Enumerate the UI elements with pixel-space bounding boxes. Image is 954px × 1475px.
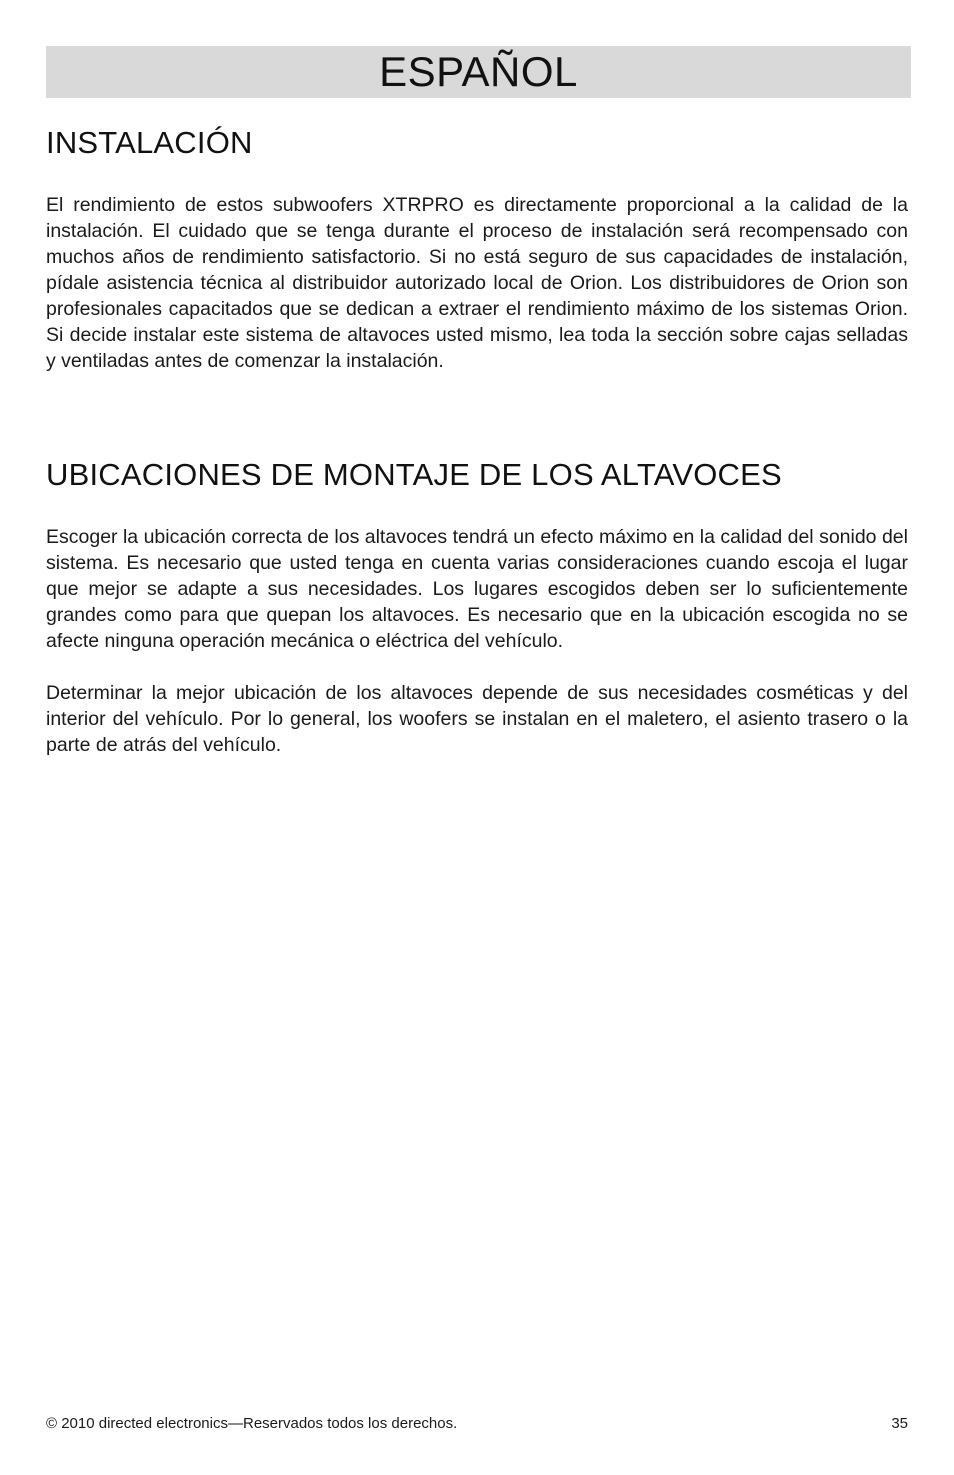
section-title-instalacion: INSTALACIÓN bbox=[46, 125, 253, 160]
copyright-text: © 2010 directed electronics—Reservados todos los derechos. bbox=[46, 1415, 458, 1432]
page-footer bbox=[46, 1413, 908, 1435]
section-instalacion bbox=[46, 124, 908, 374]
page-number: 35 bbox=[891, 1415, 908, 1432]
section-ubicaciones bbox=[46, 456, 908, 758]
language-banner: ESPAÑOL bbox=[46, 46, 911, 98]
ubicaciones-paragraph-2: Determinar la mejor ubicación de los altavoces depende de sus necesidades cosméticas y del interior del vehículo. Por lo general, los woofers se instalan en el maletero, el asiento trasero o la parte de atrás del vehículo. bbox=[46, 682, 908, 756]
instalacion-paragraph: El rendimiento de estos subwoofers XTRPRO es directamente proporcional a la calidad de la instalación. El cuidado que se tenga durante el proceso de instalación será recompensado con muchos años de rendimiento satisfactorio. Si no está seguro de sus capacidades de instalación, pídale asistencia técnica al distribuidor autorizado local de Orion. Los distribuidores de Orion son profesionales capacitados que se dedican a extraer el rendimiento máximo de los sistemas Orion. Si decide instalar este sistema de altavoces usted mismo, lea toda la sección sobre cajas selladas y ventiladas antes de comenzar la instalación. bbox=[46, 194, 908, 372]
ubicaciones-paragraph-1: Escoger la ubicación correcta de los altavoces tendrá un efecto máximo en la calidad del sonido del sistema. Es necesario que usted tenga en cuenta varias consideraciones cuando escoja el lugar que mejor se adapte a sus necesidades. Los lugares escogidos deben ser lo suficientemente grandes como para que quepan los altavoces. Es necesario que en la ubicación escogida no se afecte ninguna operación mecánica o eléctrica del vehículo. bbox=[46, 526, 908, 652]
section-title-ubicaciones: UBICACIONES DE MONTAJE DE LOS ALTAVOCES bbox=[46, 457, 782, 492]
